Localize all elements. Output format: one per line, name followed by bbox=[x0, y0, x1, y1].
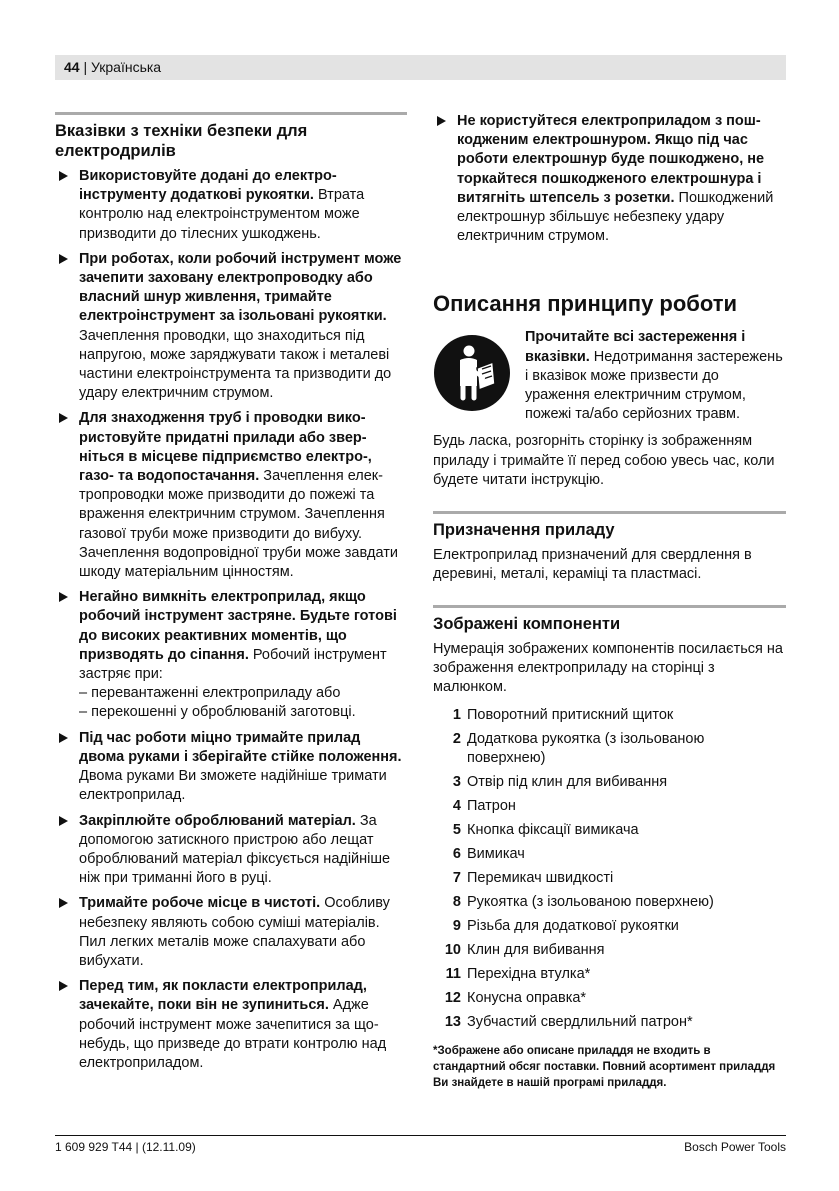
bullet-item bbox=[55, 250, 407, 404]
safety-title: Вказівки з техніки безпеки для електродрилів bbox=[55, 122, 308, 160]
footer-rule bbox=[55, 1135, 786, 1136]
bullet-text: За допомогою затискного пристрою або лещат оброблюваний матеріал фіксується надійніше ніж при триманні його в руці. bbox=[79, 812, 391, 887]
bullet-item bbox=[55, 167, 407, 244]
footer-brand: Bosch Power Tools bbox=[684, 1140, 786, 1154]
bullet-bold: Закріплюйте оброблюваний матеріал. bbox=[79, 812, 356, 829]
warning-body: Недотримання застережень і вказівок може призвести до ураження електричним струмом, пожежі та/або серйозних травм. bbox=[525, 348, 783, 423]
triangle-bullet-icon bbox=[59, 981, 68, 991]
bullet-bold: Тримайте робоче місце в чистоті. bbox=[79, 895, 321, 912]
item-number: 11 bbox=[445, 966, 461, 983]
item-label: Рукоятка (з ізольованою поверхнею) bbox=[467, 894, 714, 911]
item-label: Вимикач bbox=[467, 846, 525, 863]
item-number: 6 bbox=[452, 846, 461, 863]
bullet-dash-line: – перевантаженні електроприладу або bbox=[79, 685, 341, 702]
page-number: 44 bbox=[64, 59, 80, 75]
list-item bbox=[433, 1013, 786, 1033]
triangle-bullet-icon bbox=[59, 254, 68, 264]
item-number: 2 bbox=[452, 730, 461, 747]
item-number: 5 bbox=[452, 822, 461, 839]
item-label: Різьба для додаткової рукоятки bbox=[467, 918, 679, 935]
bullet-text: Зачеплення проводки, що знаходиться під напругою, може заряджувати також і металеві частини електроінструмента та призводити до удару електричним струмом. bbox=[79, 327, 392, 402]
bullet-text: Особливу небезпеку являють собою суміші матеріалів. Пил легких металів може спалахувати або вибухати. bbox=[79, 895, 390, 969]
bullet-item bbox=[55, 894, 407, 971]
read-manual-icon bbox=[433, 334, 511, 412]
section-rule bbox=[55, 112, 407, 115]
item-label: Перемикач швидкості bbox=[467, 870, 614, 887]
warning-text bbox=[525, 328, 786, 424]
item-number: 9 bbox=[452, 918, 461, 935]
list-item bbox=[433, 917, 786, 937]
item-number: 12 bbox=[444, 990, 461, 1007]
item-label: Отвір під клин для вибивання bbox=[467, 774, 668, 791]
list-item bbox=[433, 893, 786, 913]
warning-bold: Прочитайте всі застереження і вказівки. bbox=[525, 329, 746, 365]
section-rule bbox=[433, 605, 786, 608]
triangle-bullet-icon bbox=[437, 116, 446, 126]
triangle-bullet-icon bbox=[59, 816, 68, 826]
list-item bbox=[433, 869, 786, 889]
item-number: 8 bbox=[452, 894, 461, 911]
bullet-item bbox=[433, 112, 786, 246]
item-label: Кнопка фіксації вимикача bbox=[467, 822, 639, 839]
item-label: Конусна оправка* bbox=[467, 990, 587, 1007]
header-language: Українська bbox=[91, 59, 162, 75]
bullet-bold: Негайно вимкніть електроприлад, якщо робочий інструмент застряне. Будьте готові до високих реактивних моментів, що призводять до сіпання. bbox=[79, 589, 397, 663]
left-column bbox=[55, 112, 407, 1079]
header-separator: | bbox=[79, 59, 91, 75]
right-column bbox=[433, 112, 786, 1091]
bullet-text: Пошкоджений електрошнур збільшує небезпеку удару електричним струмом. bbox=[457, 189, 774, 245]
item-label: Зубчастий свердлильний патрон* bbox=[467, 1014, 693, 1031]
triangle-bullet-icon bbox=[59, 592, 68, 602]
bullet-dash-line: – перекошенні у оброблюваній заготовці. bbox=[79, 704, 356, 721]
accessory-footnote: *Зображене або описане приладдя не входить в стандартний обсяг поставки. Повний асортимент приладдя Ви знайдете в нашій програмі приладдя. bbox=[433, 1044, 776, 1089]
item-number: 13 bbox=[444, 1014, 461, 1031]
triangle-bullet-icon bbox=[59, 171, 68, 181]
item-number: 4 bbox=[452, 798, 461, 815]
bullet-bold: Під час роботи міцно тримайте прилад двома руками і зберігайте стійке положення. bbox=[79, 729, 402, 765]
bullet-bold: Не користуйтеся електроприладом з пошкодженим електрошнуром. Якщо під час роботи електрошнур буде пошкоджено, не торкайтеся пошкодженого електрошнура і витягніть штепсель з розетки. bbox=[457, 113, 765, 206]
list-item bbox=[433, 941, 786, 961]
bullet-item bbox=[55, 588, 407, 722]
purpose-title: Призначення приладу bbox=[433, 520, 615, 539]
warning-box bbox=[433, 328, 786, 424]
list-item bbox=[433, 845, 786, 865]
list-item bbox=[433, 773, 786, 793]
bullet-text: Втрата контролю над електроінструментом може призводити до тілесних ушкоджень. bbox=[79, 187, 365, 242]
components-title: Зображені компоненти bbox=[433, 614, 621, 633]
triangle-bullet-icon bbox=[59, 898, 68, 908]
section-rule bbox=[433, 511, 786, 514]
bullet-item bbox=[55, 812, 407, 889]
operation-description-title: Описання принципу роботи bbox=[433, 291, 738, 317]
item-label: Патрон bbox=[467, 798, 516, 815]
bullet-bold: Для знаходження труб і проводки використовуйте придатні прилади або зверніться в місцеве підприємство електро-, газо- та водопостачання. bbox=[79, 410, 372, 485]
intro-paragraph: Будь ласка, розгорніть сторінку із зображенням приладу і тримайте її перед собою увесь час, коли будете читати інструкцію. bbox=[433, 433, 775, 489]
purpose-text: Електроприлад призначений для свердлення в деревині, металі, кераміці та пластмасі. bbox=[433, 546, 752, 583]
bullet-bold: При роботах, коли робочий інструмент може зачепити заховану електропроводку або власний шнур живлення, тримайте електроінструмент за ізольовані рукоятки. bbox=[79, 250, 402, 325]
list-item bbox=[433, 730, 786, 769]
item-label: Клин для вибивання bbox=[467, 942, 605, 959]
components-intro: Нумерація зображених компонентів посилається на зображення електроприладу на сторінці з малюнком. bbox=[433, 640, 783, 696]
list-item bbox=[433, 965, 786, 985]
bullet-text: Робочий інструмент застряє при: bbox=[79, 646, 387, 683]
bullet-item bbox=[55, 729, 407, 806]
bullet-item bbox=[55, 977, 407, 1073]
triangle-bullet-icon bbox=[59, 733, 68, 743]
list-item bbox=[433, 989, 786, 1009]
list-item bbox=[433, 797, 786, 817]
list-item bbox=[433, 821, 786, 841]
bullet-bold: Використовуйте додані до електроінструменту додаткові рукоятки. bbox=[79, 168, 337, 204]
footer-doc-id: 1 609 929 T44 | (12.11.09) bbox=[55, 1140, 196, 1154]
bullet-text: Двома руками Ви зможете надійніше тримати електроприлад. bbox=[79, 768, 387, 804]
components-list bbox=[433, 706, 786, 1033]
item-number: 7 bbox=[452, 870, 461, 887]
triangle-bullet-icon bbox=[59, 413, 68, 423]
bullet-text: Адже робочий інструмент може зачепитися за що-небудь, що призведе до втрати контролю над електроприладом. bbox=[79, 997, 387, 1071]
item-number: 3 bbox=[452, 774, 461, 791]
bullet-bold: Перед тим, як покласти електроприлад, зачекайте, поки він не зупиниться. bbox=[79, 978, 367, 1014]
bullet-text: Зачеплення електропроводки може призводити до пожежі та враження електричним струмом. Зачеплення газової труби може призводити до вибуху. Зачеплення водопровідної труби може завдати шкоду матеріальним цінностям. bbox=[79, 468, 398, 581]
item-label: Поворотний притискний щиток bbox=[467, 706, 674, 723]
item-number: 10 bbox=[444, 942, 461, 959]
item-label: Перехідна втулка* bbox=[467, 966, 591, 983]
list-item bbox=[433, 706, 786, 726]
bullet-item bbox=[55, 409, 407, 582]
item-label: Додаткова рукоятка (з ізольованою поверхнею) bbox=[467, 730, 705, 767]
page-header bbox=[55, 55, 786, 80]
item-number: 1 bbox=[452, 706, 461, 723]
